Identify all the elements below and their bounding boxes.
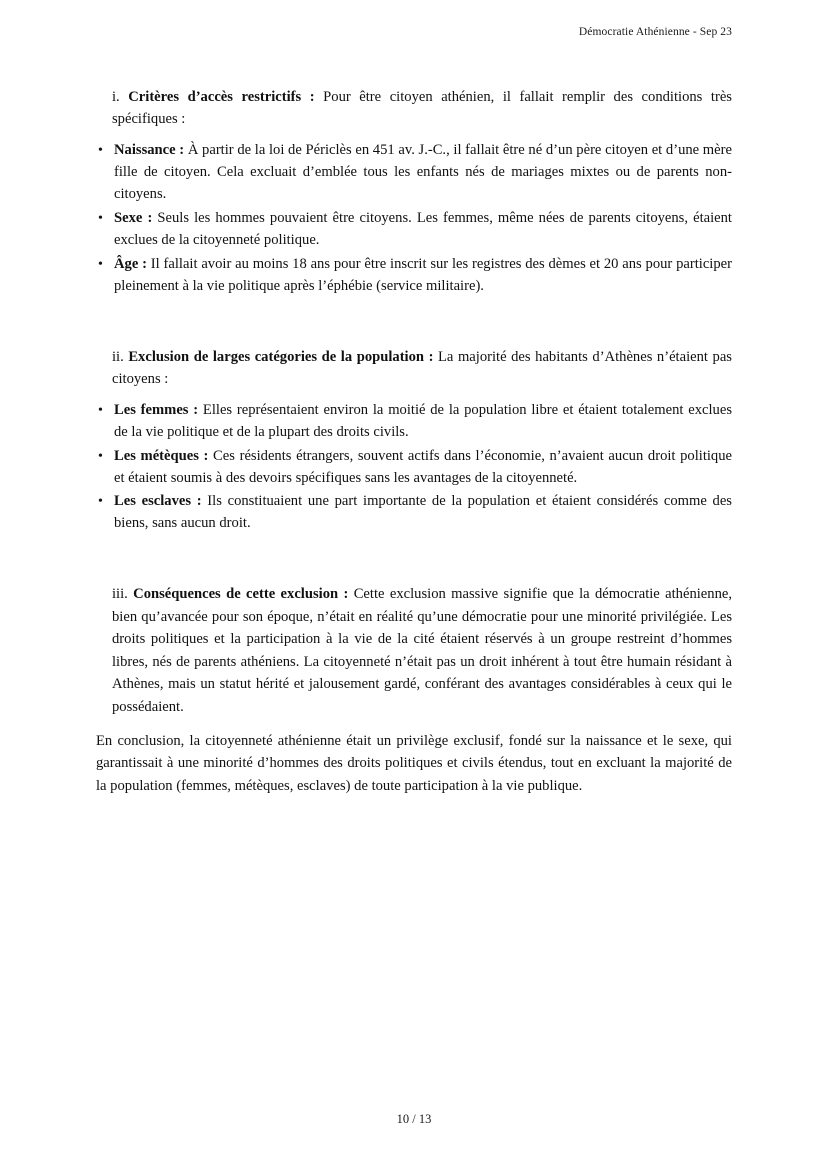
page-footer: 10 / 13 xyxy=(396,1112,432,1126)
conclusion-paragraph: En conclusion, la citoyenneté athénienne était un privilège exclusif, fondé sur la naissance et le sexe, qui garantissait à une minorité d’hommes des droits politiques et civils étendus, tout en excluant la majorité de la population (femmes, métèques, esclaves) de toute participation à la vie publique. xyxy=(96,733,732,794)
list-item-text: Elles représentaient environ la moitié de la population libre et étaient totalement exclues de la vie politique et de la plupart des droits civils. xyxy=(114,401,733,440)
section-spacer xyxy=(96,300,732,346)
section-ii-intro-text: La majorité des habitants d’Athènes n’étaient pas citoyens : xyxy=(112,348,732,387)
list-item xyxy=(96,140,732,206)
section-iii-heading: Conséquences de cette exclusion : xyxy=(133,586,349,603)
section-i xyxy=(96,86,732,298)
document-body xyxy=(96,86,732,718)
section-ii-intro xyxy=(96,346,732,390)
section-spacer xyxy=(96,537,732,583)
section-i-heading: Critères d’accès restrictifs : xyxy=(128,89,315,105)
section-iii-marker: iii. xyxy=(112,586,128,603)
list-item-term: Âge : xyxy=(114,255,147,272)
list-item-text: Ils constituaient une part importante de la population et étaient considérés comme des biens, sans aucun droit. xyxy=(114,493,732,532)
list-item-text: Ces résidents étrangers, souvent actifs dans l’économie, n’avaient aucun droit politique et étaient soumis à des devoirs spécifiques sans les avantages de la citoyenneté. xyxy=(114,447,732,486)
section-i-list xyxy=(96,140,732,297)
list-item-text: Seuls les hommes pouvaient être citoyens. Les femmes, même nées de parents citoyens, étaient exclues de la citoyenneté politique. xyxy=(114,210,732,248)
section-ii-heading: Exclusion de larges catégories de la population : xyxy=(128,348,434,365)
list-item xyxy=(96,400,732,444)
section-i-marker: i. xyxy=(112,89,120,105)
running-header: Démocratie Athénienne - Sep 23 xyxy=(578,26,732,38)
list-item-term: Les métèques : xyxy=(114,447,209,464)
section-iii xyxy=(96,583,732,718)
section-i-intro-text: Pour être citoyen athénien, il fallait remplir des conditions très spécifiques : xyxy=(112,89,732,128)
section-ii-marker: ii. xyxy=(112,348,124,365)
list-item-term: Les femmes : xyxy=(114,401,199,418)
section-ii xyxy=(96,346,732,536)
list-item-term: Sexe : xyxy=(114,210,153,227)
list-item xyxy=(96,491,732,535)
list-item-text: À partir de la loi de Périclès en 451 av. J.-C., il fallait être né d’un père citoyen et d’une mère fille de citoyen. Cela excluait d’emblée tous les enfants nés de mariages mixtes ou de parents non-citoyens. xyxy=(114,142,732,203)
section-ii-list xyxy=(96,400,732,535)
section-i-intro xyxy=(96,86,732,130)
list-item xyxy=(96,446,732,490)
section-iii-paragraph xyxy=(112,583,732,718)
list-item-term: Les esclaves : xyxy=(114,493,202,510)
list-item-text: Il fallait avoir au moins 18 ans pour être inscrit sur les registres des dèmes et 20 ans pour participer pleinement à la vie politique après l’éphébie (service militaire). xyxy=(114,255,732,294)
list-item xyxy=(96,208,732,252)
list-item xyxy=(96,254,732,298)
list-item-term: Naissance : xyxy=(114,142,185,159)
section-iii-text: Cette exclusion massive signifie que la démocratie athénienne, bien qu’avancée pour son époque, n’était en réalité qu’une démocratie pour une minorité privilégiée. Les droits politiques et la participation à la vie de la cité étaient réservés à un groupe restreint d’hommes libres, nés de parents athéniens. La citoyenneté n’était pas un droit inhérent à tout être humain résidant à Athènes, mais un statut hérité et jalousement gardé, conférant des avantages considérables à ceux qui le possédaient. xyxy=(112,586,732,715)
